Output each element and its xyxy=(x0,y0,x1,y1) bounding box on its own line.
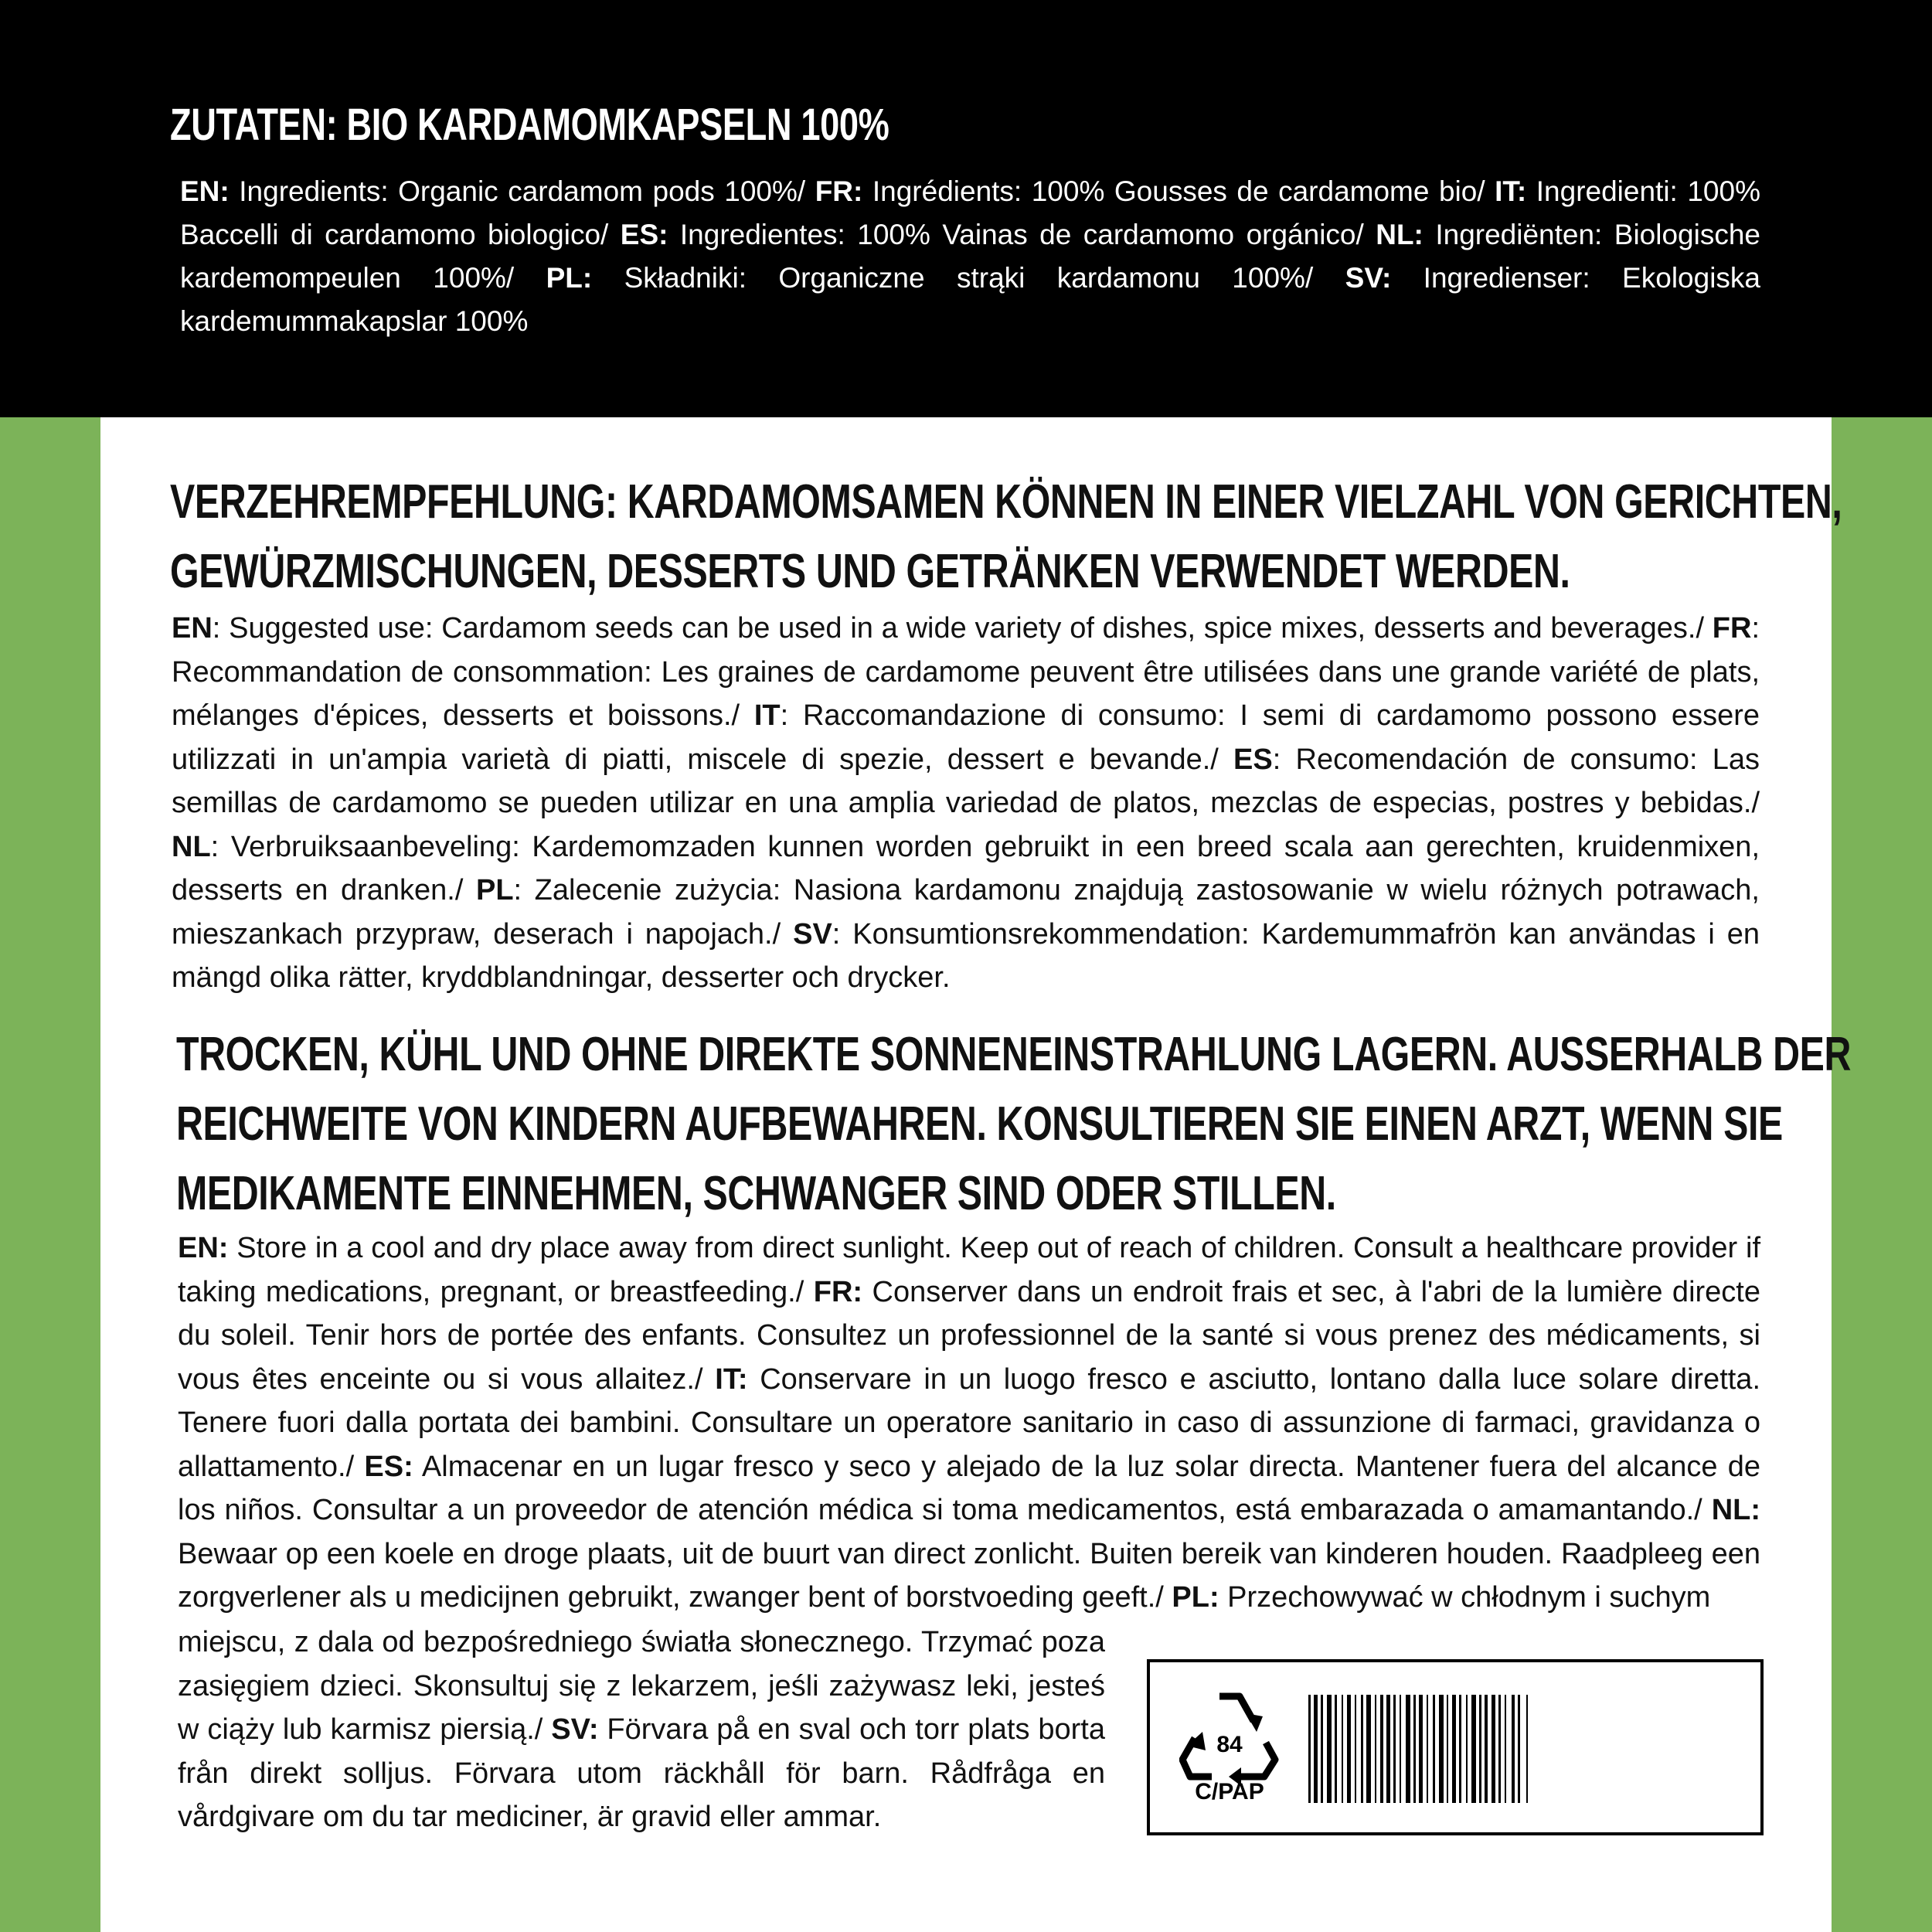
ingredients-text: Ingrédients: 100% Gousses de cardamome bio/ xyxy=(862,175,1495,207)
lang-code: PL: xyxy=(546,262,593,294)
recycling-material: C/PAP xyxy=(1195,1779,1264,1801)
usage-heading-line: VERZEHREMPFEHLUNG: KARDAMOMSAMEN KÖNNEN IN EINER VIELZAHL VON GERICHTEN, xyxy=(170,475,1842,529)
storage-text: Almacenar en un lugar fresco y seco y alejado de la luz solar directa. Mantener fuera del alcance de los niños. Consultar a un proveedor de atención médica si toma medicamentos, está embarazada o amamantando./ xyxy=(178,1450,1760,1526)
usage-text: : Recomendación de consumo: Las semillas de cardamomo se pueden utilizar en una amplia variedad de platos, mezclas de especias, postres y bebidas./ xyxy=(172,743,1760,819)
lang-code: PL xyxy=(475,874,514,906)
storage-text: miejscu, z dala od bezpośredniego światła słonecznego. Trzymać poza zasięgiem dzieci. Skonsultuj się z lekarzem, jeśli zażywasz leki, jesteś w ciąży lub karmisz piersią./ xyxy=(178,1626,1105,1746)
ingredients-text: Ingredientes: 100% Vainas de cardamomo orgánico/ xyxy=(668,219,1376,250)
ingredients-text: Ingredients: Organic cardamom pods 100%/ xyxy=(229,175,815,207)
usage-text: : Suggested use: Cardamom seeds can be used in a wide variety of dishes, spice mixes, desserts and beverages./ xyxy=(212,612,1713,645)
storage-translations xyxy=(178,1226,1760,1620)
lang-code: SV xyxy=(793,917,832,951)
storage-heading xyxy=(176,1020,1851,1229)
lang-code: IT: xyxy=(715,1362,748,1396)
ingredients-text: Składniki: Organiczne strąki kardamonu 100%/ xyxy=(592,262,1345,294)
ingredients-band xyxy=(0,0,1932,417)
lang-code: FR: xyxy=(815,175,863,207)
usage-text: : Verbruiksaanbeveling: Kardemomzaden kunnen worden gebruikt in een breed scala aan gerechten, kruidenmixen, desserts en dranken./ xyxy=(172,830,1760,906)
lang-code: SV: xyxy=(551,1713,599,1746)
usage-heading xyxy=(170,468,1842,607)
usage-text: : Recommandation de consommation: Les graines de cardamome peuvent être utilisées dans une grande variété de plats, mélanges d'épices, desserts et boissons./ xyxy=(172,612,1760,732)
storage-text: Conservare in un luogo fresco e asciutto, lontano dalla luce solare diretta. Tenere fuori dalla portata dei bambini. Consultare un operatore sanitario in caso di assunzione di farmaci, gravidanza o allattamento./ xyxy=(178,1362,1760,1483)
lang-code: FR: xyxy=(813,1275,863,1308)
lang-code: ES: xyxy=(620,219,668,250)
lang-code: IT: xyxy=(1495,175,1527,207)
lang-code: IT xyxy=(753,699,781,732)
storage-translations-continued xyxy=(178,1621,1105,1839)
lang-code: NL: xyxy=(1376,219,1423,250)
lang-code: NL xyxy=(172,830,211,863)
lang-code: PL: xyxy=(1172,1581,1219,1614)
recycling-code: 84 xyxy=(1216,1732,1243,1757)
ingredients-text: Ingredienser: Ekologiska kardemummakapslar 100% xyxy=(180,262,1760,337)
storage-text: Förvara på en sval och torr plats borta från direkt solljus. Förvara utom räckhåll för barn. Rådfråga en vårdgivare om du tar mediciner, är gravid eller ammar. xyxy=(178,1713,1105,1833)
lang-code: ES: xyxy=(364,1450,413,1483)
lang-code: EN: xyxy=(178,1232,229,1264)
lang-code: NL: xyxy=(1711,1494,1760,1526)
storage-heading-line: TROCKEN, KÜHL UND OHNE DIREKTE SONNENEINSTRAHLUNG LAGERN. AUSSERHALB DER xyxy=(176,1028,1852,1081)
usage-text: : Raccomandazione di consumo: I semi di cardamomo possono essere utilizzati in un'ampia varietà di piatti, miscele di spezie, dessert e bevande./ xyxy=(172,699,1760,776)
lang-code: FR xyxy=(1712,612,1752,645)
usage-heading-line: GEWÜRZMISCHUNGEN, DESSERTS UND GETRÄNKEN VERWENDET WERDEN. xyxy=(170,545,1570,598)
ingredients-text: Ingrediënten: Biologische kardemompeulen 100%/ xyxy=(180,219,1761,294)
storage-text: Conserver dans un endroit frais et sec, à l'abri de la lumière directe du soleil. Tenir hors de portée des enfants. Consultez un professionnel de la santé si vous prenez des médicaments, si vous êtes enceinte ou si vous allaitez./ xyxy=(178,1275,1760,1396)
lang-code: EN xyxy=(172,612,213,645)
storage-heading-line: REICHWEITE VON KINDERN AUFBEWAHREN. KONSULTIEREN SIE EINEN ARZT, WENN SIE xyxy=(176,1097,1783,1151)
lang-code: ES xyxy=(1233,743,1273,776)
storage-text: Przechowywać w chłodnym i suchym xyxy=(1219,1581,1711,1614)
usage-translations xyxy=(172,607,1760,1000)
usage-text: : Konsumtionsrekommendation: Kardemummafrön kan användas i en mängd olika rätter, kryddblandningar, desserter och drycker. xyxy=(172,917,1760,994)
ingredients-translations xyxy=(180,170,1760,343)
ingredients-text: Ingredienti: 100% Baccelli di cardamomo biologico/ xyxy=(180,175,1760,250)
ingredients-heading: ZUTATEN: BIO KARDAMOMKAPSELN 100% xyxy=(170,100,889,150)
storage-text: Store in a cool and dry place away from direct sunlight. Keep out of reach of children. Consult a healthcare provider if taking medications, pregnant, or breastfeeding./ xyxy=(178,1232,1760,1308)
storage-text: Bewaar op een koele en droge plaats, uit de buurt van direct zonlicht. Buiten bereik van kinderen houden. Raadpleeg een zorgverlener als u medicijnen gebruikt, zwanger bent of borstvoeding geeft./ xyxy=(178,1537,1760,1614)
packaging-info-box xyxy=(1147,1659,1764,1835)
usage-text: : Zalecenie zużycia: Nasiona kardamonu znajdują zastosowanie w wielu różnych potrawach, mieszankach przypraw, deserach i napojach./ xyxy=(172,874,1760,951)
lang-code: SV: xyxy=(1345,262,1392,294)
barcode-icon xyxy=(1308,1695,1730,1803)
recycling-triangle-icon xyxy=(1179,1685,1280,1801)
lang-code: EN: xyxy=(180,175,230,207)
storage-heading-line: MEDIKAMENTE EINNEHMEN, SCHWANGER SIND ODER STILLEN. xyxy=(176,1167,1336,1220)
